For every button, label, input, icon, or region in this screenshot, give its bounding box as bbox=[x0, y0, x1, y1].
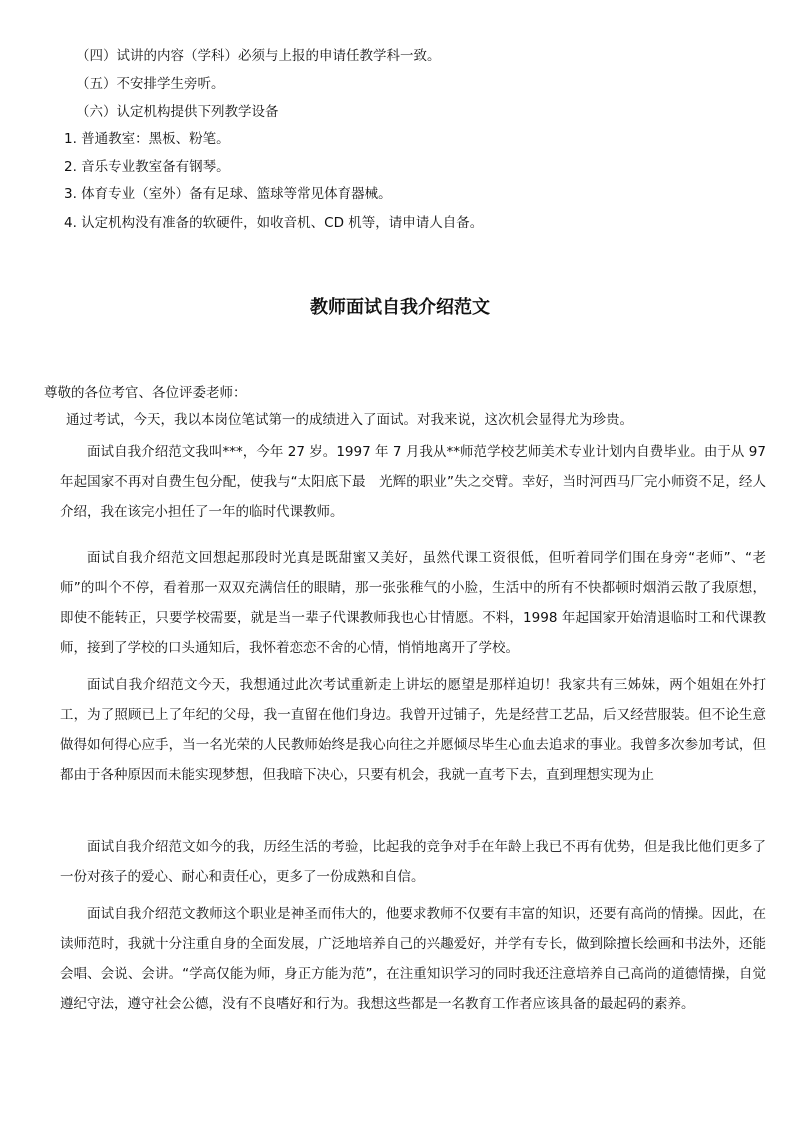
paragraph-profession: 面试自我介绍范文教师这个职业是神圣而伟大的，他要求教师不仅要有丰富的知识，还要有高尚的情操。因此，在读师范时，我就十分注重自身的全面发展，广泛地培养自己的兴趣爱好，并学有专长，做到除擅长绘画和书法外，还能会唱、会说、会讲。“学高仅能为师，身正方能为范”，在注重知识学习的同时我还注意培养自己高尚的道德情操，自觉遵纪守法，遵守社会公德，没有不良嗜好和行为。我想这些都是一名教育工作者应该具备的最起码的素养。 bbox=[60, 906, 766, 1012]
paragraph-memory: 面试自我介绍范文回想起那段时光真是既甜蜜又美好，虽然代课工资很低，但听着同学们围在身旁“老师”、“老师”的叫个不停，看着那一双双充满信任的眼睛，那一张张稚气的小脸，生活中的所有不快都顿时烟消云散了我原想，即使不能转正，只要学校需要，就是当一辈子代课教师我也心甘情愿。不料，1998 年起国家开始清退临时工和代课教师，接到了学校的口头通知后，我怀着恋恋不舍的心情，悄悄地离开了学校。 bbox=[60, 550, 766, 656]
paragraph-background: 面试自我介绍范文我叫***，今年 27 岁。1997 年 7 月我从**师范学校艺师美术专业计划内自费毕业。由于从 97 年起国家不再对自费生包分配，使我与“太阳底下最 光辉的职业”失之交臂。幸好，当时河西马厂完小师资不足，经人介绍，我在该完小担任了一年的临时代课教师。 bbox=[60, 444, 766, 520]
equipment-item-3: 3. 体育专业（室外）备有足球、篮球等常见体育器械。 bbox=[64, 186, 392, 202]
equipment-item-1: 1. 普通教室：黑板、粉笔。 bbox=[64, 131, 230, 147]
salutation: 尊敬的各位考官、各位评委老师： bbox=[44, 385, 247, 401]
equipment-item-4: 4. 认定机构没有准备的软硬件，如收音机、CD 机等，请申请人自备。 bbox=[64, 215, 484, 231]
equipment-item-2: 2. 音乐专业教室备有钢琴。 bbox=[64, 159, 230, 175]
article-title: 教师面试自我介绍范文 bbox=[310, 297, 490, 318]
list-item-6: （六）认定机构提供下列教学设备 bbox=[76, 104, 279, 120]
paragraph-aspiration: 面试自我介绍范文今天，我想通过此次考试重新走上讲坛的愿望是那样迫切！我家共有三姊妹，两个姐姐在外打工，为了照顾已上了年纪的父母，我一直留在他们身边。我曾开过铺子，先是经营工艺品，后又经营服装。但不论生意做得如何得心应手，当一名光荣的人民教师始终是我心向往之并愿倾尽毕生心血去追求的事业。我曾多次参加考试，但都由于各种原因而未能实现梦想，但我暗下决心，只要有机会，我就一直考下去，直到理想实现为止 bbox=[60, 677, 766, 783]
list-item-4: （四）试讲的内容（学科）必须与上报的申请任教学科一致。 bbox=[76, 48, 441, 64]
paragraph-intro: 通过考试，今天，我以本岗位笔试第一的成绩进入了面试。对我来说，这次机会显得尤为珍贵。 bbox=[66, 412, 633, 428]
list-item-5: （五）不安排学生旁听。 bbox=[76, 76, 225, 92]
paragraph-now: 面试自我介绍范文如今的我，历经生活的考验，比起我的竞争对手在年龄上我已不再有优势，但是我比他们更多了一份对孩子的爱心、耐心和责任心，更多了一份成熟和自信。 bbox=[60, 839, 766, 885]
